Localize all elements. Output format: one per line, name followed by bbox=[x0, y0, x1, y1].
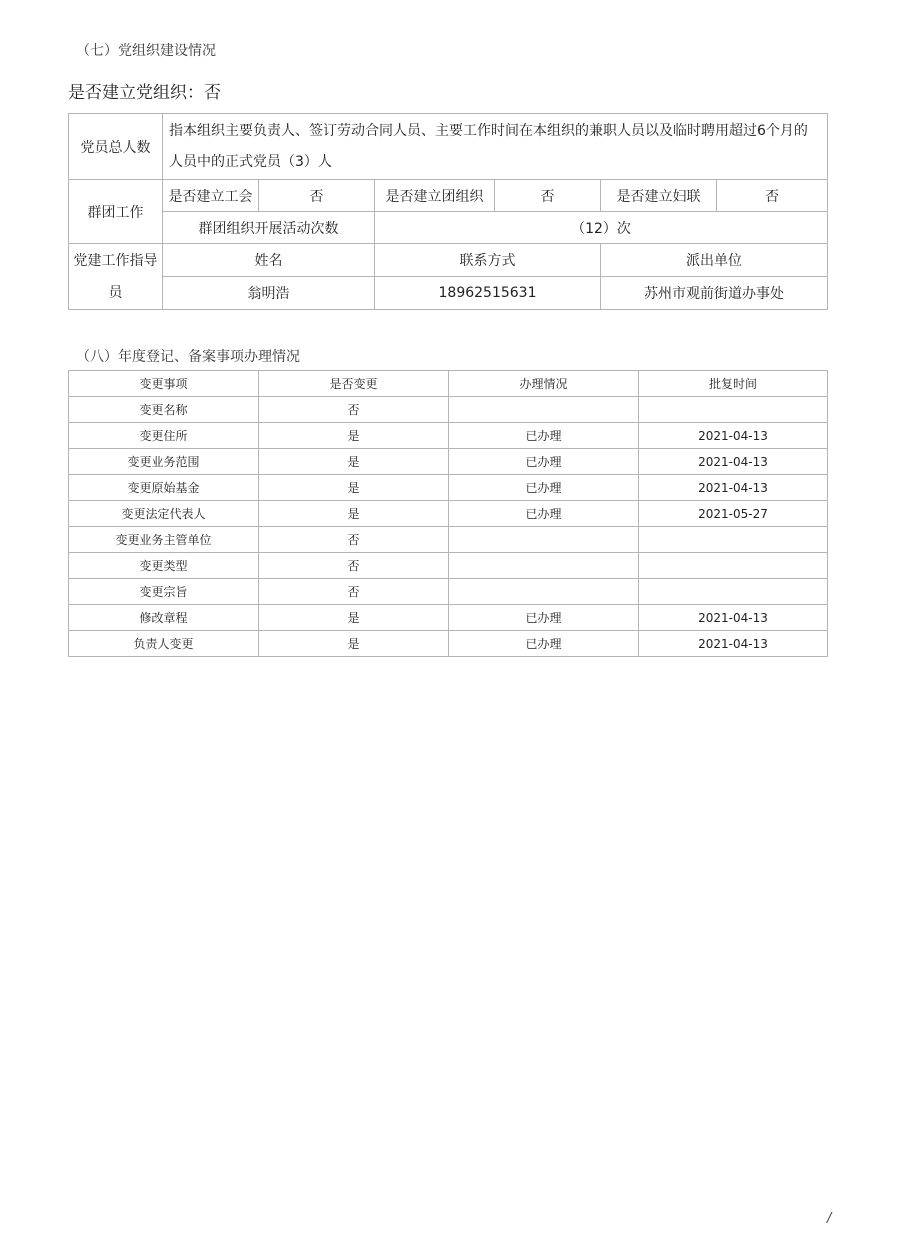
table-row bbox=[69, 449, 828, 475]
section7-title: （七）党组织建设情况 bbox=[76, 43, 216, 59]
handling-status: 已办理 bbox=[449, 423, 639, 449]
changed-flag: 是 bbox=[259, 449, 449, 475]
header-cell: 办理情况 bbox=[449, 371, 639, 397]
contact-header: 联系方式 bbox=[375, 244, 601, 277]
page-mark: / bbox=[827, 1211, 832, 1226]
women-label: 是否建立妇联 bbox=[601, 180, 717, 212]
activities-value: （12）次 bbox=[375, 212, 828, 244]
party-org-status bbox=[68, 78, 221, 103]
handling-status: 已办理 bbox=[449, 475, 639, 501]
registration-table bbox=[68, 370, 828, 657]
section8-title: （八）年度登记、备案事项办理情况 bbox=[76, 349, 300, 365]
table-row bbox=[69, 527, 828, 553]
approval-date: 2021-04-13 bbox=[639, 631, 828, 657]
table-row bbox=[69, 397, 828, 423]
changed-flag: 是 bbox=[259, 631, 449, 657]
table-row bbox=[69, 475, 828, 501]
changed-flag: 是 bbox=[259, 501, 449, 527]
header-cell: 是否变更 bbox=[259, 371, 449, 397]
change-item: 变更法定代表人 bbox=[69, 501, 259, 527]
members-label: 党员总人数 bbox=[69, 114, 163, 180]
handling-status bbox=[449, 397, 639, 423]
table-row bbox=[69, 423, 828, 449]
instructor-unit: 苏州市观前街道办事处 bbox=[601, 277, 828, 310]
handling-status: 已办理 bbox=[449, 501, 639, 527]
handling-status bbox=[449, 579, 639, 605]
instructor-name: 翁明浩 bbox=[163, 277, 375, 310]
approval-date: 2021-04-13 bbox=[639, 605, 828, 631]
change-item: 修改章程 bbox=[69, 605, 259, 631]
changed-flag: 否 bbox=[259, 553, 449, 579]
members-row bbox=[69, 114, 828, 180]
approval-date bbox=[639, 553, 828, 579]
league-label: 是否建立团组织 bbox=[375, 180, 495, 212]
activities-label: 群团组织开展活动次数 bbox=[163, 212, 375, 244]
table-row bbox=[69, 631, 828, 657]
instructor-contact: 18962515631 bbox=[375, 277, 601, 310]
table-row bbox=[69, 553, 828, 579]
change-item: 负责人变更 bbox=[69, 631, 259, 657]
mass-row-1 bbox=[69, 180, 828, 212]
change-item: 变更原始基金 bbox=[69, 475, 259, 501]
changed-flag: 否 bbox=[259, 397, 449, 423]
change-item: 变更住所 bbox=[69, 423, 259, 449]
party-org-label: 是否建立党组织： bbox=[68, 83, 204, 103]
handling-status: 已办理 bbox=[449, 605, 639, 631]
mass-row-2 bbox=[69, 212, 828, 244]
changed-flag: 是 bbox=[259, 475, 449, 501]
handling-status: 已办理 bbox=[449, 449, 639, 475]
table-row bbox=[69, 501, 828, 527]
change-item: 变更名称 bbox=[69, 397, 259, 423]
approval-date: 2021-04-13 bbox=[639, 423, 828, 449]
handling-status: 已办理 bbox=[449, 631, 639, 657]
mass-label: 群团工作 bbox=[69, 180, 163, 244]
members-desc: 指本组织主要负责人、签订劳动合同人员、主要工作时间在本组织的兼职人员以及临时聘用超过6个月的人员中的正式党员（3）人 bbox=[163, 114, 828, 180]
approval-date bbox=[639, 579, 828, 605]
league-value: 否 bbox=[495, 180, 601, 212]
party-building-table bbox=[68, 113, 828, 310]
change-item: 变更业务范围 bbox=[69, 449, 259, 475]
approval-date: 2021-04-13 bbox=[639, 449, 828, 475]
table-row bbox=[69, 605, 828, 631]
unit-header: 派出单位 bbox=[601, 244, 828, 277]
instructor-label: 党建工作指导员 bbox=[69, 244, 163, 310]
instructor-data-row bbox=[69, 277, 828, 310]
header-row bbox=[69, 371, 828, 397]
handling-status bbox=[449, 553, 639, 579]
approval-date bbox=[639, 527, 828, 553]
changed-flag: 是 bbox=[259, 605, 449, 631]
table-row bbox=[69, 579, 828, 605]
approval-date bbox=[639, 397, 828, 423]
union-value: 否 bbox=[259, 180, 375, 212]
change-item: 变更类型 bbox=[69, 553, 259, 579]
party-org-value: 否 bbox=[204, 83, 221, 103]
header-cell: 变更事项 bbox=[69, 371, 259, 397]
approval-date: 2021-05-27 bbox=[639, 501, 828, 527]
change-item: 变更业务主管单位 bbox=[69, 527, 259, 553]
changed-flag: 是 bbox=[259, 423, 449, 449]
union-label: 是否建立工会 bbox=[163, 180, 259, 212]
women-value: 否 bbox=[717, 180, 828, 212]
handling-status bbox=[449, 527, 639, 553]
header-cell: 批复时间 bbox=[639, 371, 828, 397]
approval-date: 2021-04-13 bbox=[639, 475, 828, 501]
changed-flag: 否 bbox=[259, 579, 449, 605]
instructor-header-row bbox=[69, 244, 828, 277]
name-header: 姓名 bbox=[163, 244, 375, 277]
change-item: 变更宗旨 bbox=[69, 579, 259, 605]
changed-flag: 否 bbox=[259, 527, 449, 553]
